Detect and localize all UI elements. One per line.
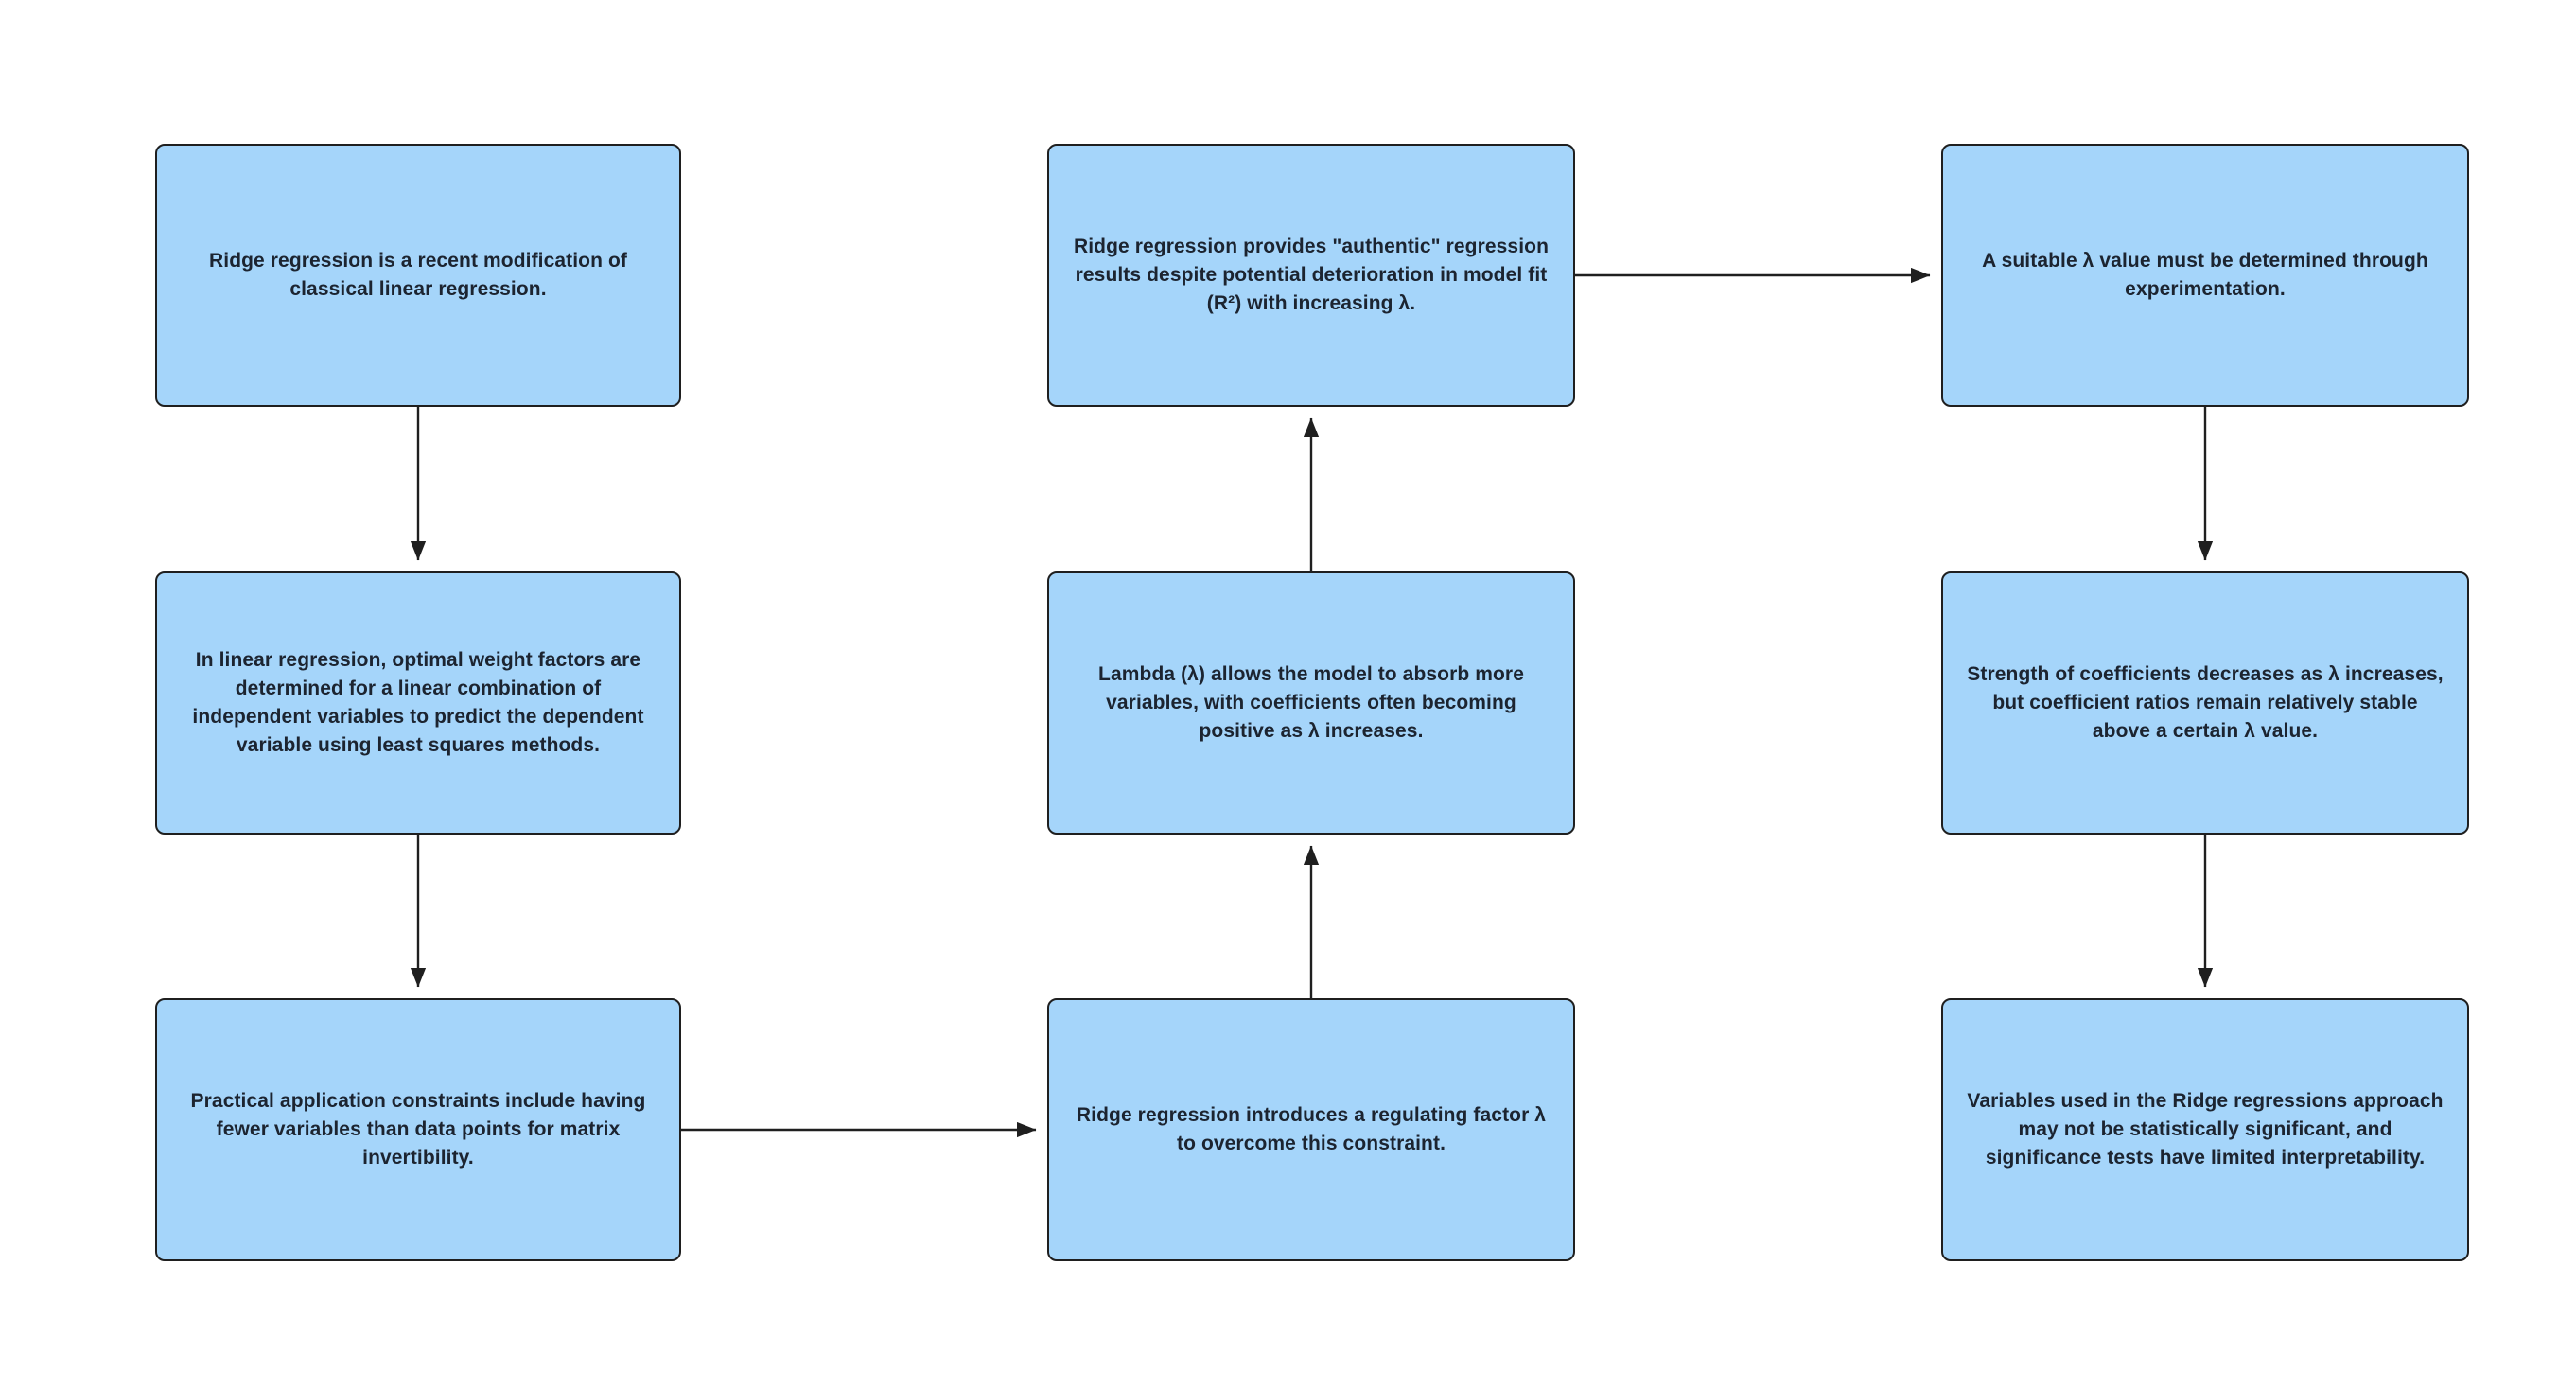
flowchart-node-n8[interactable] (1941, 571, 2469, 835)
flowchart-node-n3[interactable] (155, 998, 681, 1261)
flowchart-node-label: A suitable λ value must be determined through experimentation. (1982, 250, 2428, 300)
flowchart-node-label: Ridge regression provides "authentic" regression results despite potential deterioration in model fit (R²) with increasing λ. (1073, 236, 1549, 314)
flowchart-node-n7[interactable] (1941, 144, 2469, 407)
flowchart-node-label: Variables used in the Ridge regressions approach may not be statistically significant, and significance tests have limited interpretability. (1967, 1090, 2444, 1169)
flowchart-node-label: Practical application constraints include having fewer variables than data points for matrix invertibility. (190, 1090, 646, 1169)
flowchart-node-n6[interactable] (1047, 998, 1575, 1261)
flowchart-node-n4[interactable] (1047, 144, 1575, 407)
flowchart-node-n9[interactable] (1941, 998, 2469, 1261)
flowchart-node-label: Lambda (λ) allows the model to absorb more variables, with coefficients often becoming positive as λ increases. (1098, 663, 1524, 742)
flowchart-node-label: Ridge regression is a recent modification of classical linear regression. (209, 250, 627, 300)
flowchart-node-label: Ridge regression introduces a regulating factor λ to overcome this constraint. (1076, 1104, 1547, 1154)
flowchart-node-n5[interactable] (1047, 571, 1575, 835)
flowchart-node-n1[interactable] (155, 144, 681, 407)
flowchart-node-label: In linear regression, optimal weight factors are determined for a linear combination of independent variables to predict the dependent variable using least squares methods. (192, 649, 644, 756)
flowchart-node-label: Strength of coefficients decreases as λ increases, but coefficient ratios remain relatively stable above a certain λ value. (1967, 663, 2444, 742)
flowchart-node-n2[interactable] (155, 571, 681, 835)
